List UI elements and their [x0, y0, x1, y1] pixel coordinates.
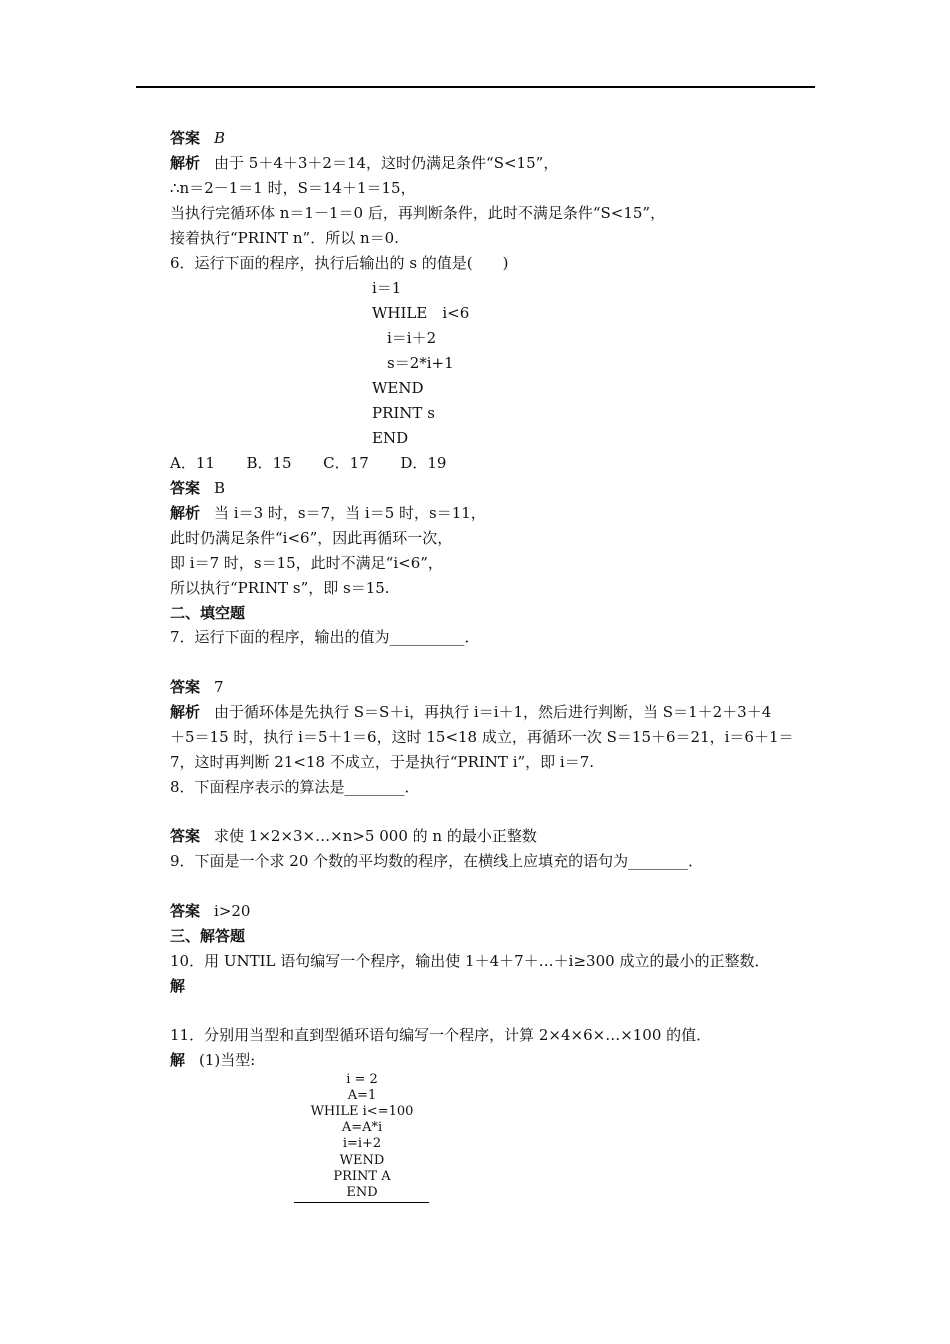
q7-answer-line [170, 677, 224, 697]
code-underline [294, 1202, 429, 1203]
section-fill-in-heading: 二、填空题 [170, 604, 246, 622]
answer-label: 答案 [170, 902, 201, 920]
answer-value: i>20 [214, 902, 251, 920]
q6-code-line-2: WHILE i<6 [372, 304, 470, 322]
q10-question: 10．用 UNTIL 语句编写一个程序，输出使 1＋4＋7＋…＋i≥300 成立的最小的正整数． [170, 952, 770, 970]
q8-question: 8．下面程序表示的算法是________． [170, 778, 420, 796]
answer-label: 答案 [170, 479, 201, 497]
option-b: B．15 [246, 454, 292, 472]
q11-code-line-1: i = 2 [346, 1072, 378, 1087]
answer-value: 7 [214, 678, 224, 696]
q6-code-line-6: PRINT s [372, 404, 435, 422]
analysis-text: 由于 5＋4＋3＋2＝14，这时仍满足条件“S<15”， [214, 154, 559, 172]
q11-solution-line [170, 1050, 255, 1070]
answer-value: 求使 1×2×3×…×n>5 000 的 n 的最小正整数 [214, 827, 537, 845]
q6-analysis-line-2: 此时仍满足条件“i<6”，因此再循环一次， [170, 529, 453, 547]
analysis-text: 由于循环体是先执行 S＝S＋i，再执行 i＝i＋1，然后进行判断，当 S＝1＋2＋3＋4 [214, 703, 772, 721]
answer-label: 答案 [170, 827, 201, 845]
q6-code-line-7: END [372, 429, 409, 447]
q11-code-line-8: END [346, 1185, 378, 1200]
q11-question: 11．分别用当型和直到型循环语句编写一个程序，计算 2×4×6×…×100 的值． [170, 1026, 712, 1044]
header-rule [136, 86, 815, 88]
q5-answer-line [170, 128, 225, 148]
analysis-text: 当 i＝3 时，s＝7，当 i＝5 时，s＝11， [214, 504, 486, 522]
q6-answer-line [170, 478, 225, 498]
answer-value: B [214, 129, 226, 147]
analysis-label: 解析 [170, 703, 201, 721]
q10-solution-label: 解 [170, 977, 186, 995]
q6-code-line-1: i＝1 [372, 279, 402, 297]
q11-code-line-2: A=1 [347, 1088, 377, 1103]
q6-analysis-line-3: 即 i＝7 时，s＝15，此时不满足“i<6”， [170, 554, 443, 572]
q6-code-line-5: WEND [372, 379, 424, 397]
q6-code-line-4: s＝2*i+1 [372, 354, 454, 372]
q8-answer-line [170, 826, 537, 846]
q5-analysis-line-4: 接着执行“PRINT n”．所以 n＝0. [170, 229, 399, 247]
q6-analysis-line-4: 所以执行“PRINT s”，即 s＝15. [170, 579, 390, 597]
q6-options [170, 453, 446, 473]
q9-question: 9．下面是一个求 20 个数的平均数的程序，在横线上应填充的语句为________． [170, 852, 704, 870]
solution-label: 解 [170, 1051, 186, 1069]
q11-code-line-5: i=i+2 [342, 1136, 382, 1151]
analysis-label: 解析 [170, 154, 201, 172]
q6-analysis-line-1 [170, 503, 486, 523]
q5-analysis-line-3: 当执行完循环体 n＝1－1＝0 后，再判断条件，此时不满足条件“S<15”， [170, 204, 666, 222]
q7-question: 7．运行下面的程序，输出的值为__________． [170, 628, 480, 646]
option-d: D．19 [400, 454, 447, 472]
q11-code-line-3: WHILE i<=100 [310, 1104, 414, 1119]
section-solve-heading: 三、解答题 [170, 927, 246, 945]
q6-code-line-3: i＝i＋2 [372, 329, 437, 347]
analysis-label: 解析 [170, 504, 201, 522]
q7-analysis-line-3: 7，这时再判断 21<18 不成立，于是执行“PRINT i”，即 i＝7. [170, 753, 595, 771]
solution-part: (1)当型: [199, 1051, 256, 1069]
q11-code-line-7: PRINT A [333, 1169, 391, 1184]
q7-analysis-line-1 [170, 702, 771, 722]
option-a: A．11 [170, 454, 215, 472]
answer-value: B [214, 479, 226, 497]
q5-analysis-line-2: ∴n＝2－1＝1 时，S＝14＋1＝15， [170, 179, 416, 197]
q11-code-line-4: A=A*i [341, 1120, 383, 1135]
option-c: C．17 [323, 454, 369, 472]
q6-question: 6．运行下面的程序，执行后输出的 s 的值是( ) [170, 254, 509, 272]
answer-label: 答案 [170, 129, 201, 147]
q11-code-line-6: WEND [339, 1153, 385, 1168]
q7-analysis-line-2: ＋5＝15 时，执行 i＝5＋1＝6，这时 15<18 成立，再循环一次 S＝15＋6＝21，i＝6＋1＝ [170, 728, 794, 746]
answer-label: 答案 [170, 678, 201, 696]
q5-analysis-line-1 [170, 153, 558, 173]
q9-answer-line [170, 901, 250, 921]
